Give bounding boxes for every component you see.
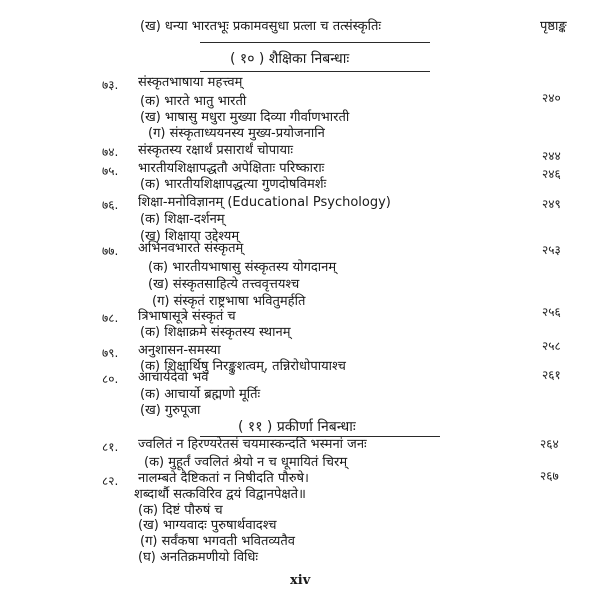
sub-entry: (ख) भाग्यवादः पुरुषार्थवादश्च — [138, 518, 277, 533]
entry-number: ८२. — [102, 474, 119, 488]
entry-title-line2: शब्दार्थौ सत्कविरिव द्वयं विद्वानपेक्षते॥ — [134, 487, 306, 502]
sub-entry: (ख) गुरुपूजा — [140, 403, 201, 418]
entry-page: २४० — [542, 91, 561, 105]
sub-entry: (क) मुहूर्तं ज्वलितं श्रेयो न च धूमायितं चिरम् — [144, 455, 348, 470]
entry-title: अनुशासन-समस्या — [138, 343, 221, 358]
entry-title: भारतीयशिक्षापद्धतौ अपेक्षिताः परिष्काराः — [138, 161, 325, 176]
page-number-column-label: पृष्ठाङ्क — [540, 19, 567, 34]
continued-line: (ख) धन्या भारतभूः प्रकामवसुधा प्रत्ला च तत्संस्कृतिः — [140, 19, 382, 34]
sub-entry: (क) भारते भातु भारती — [140, 94, 247, 109]
entry-number: ८०. — [102, 372, 119, 386]
sub-entry: (क) भारतीयभाषासु संस्कृतस्य योगदानम् — [148, 260, 337, 275]
sub-entry: (ख) शिक्षाया उद्देश्यम् — [140, 229, 240, 244]
sub-entry: (क) शिक्षाक्रमे संस्कृतस्य स्थानम् — [140, 325, 291, 340]
sub-entry: (ख) भाषासु मधुरा मुख्या दिव्या गीर्वाणभारती — [140, 110, 350, 125]
entry-number: ७३. — [102, 78, 119, 92]
entry-title: संस्कृतस्य रक्षार्थं प्रसारार्थं चोपायाः — [138, 143, 293, 158]
entry-number: ७८. — [102, 311, 119, 325]
entry-page: २६४ — [540, 437, 559, 451]
entry-page: २६१ — [542, 368, 561, 382]
entry-page: २५६ — [542, 305, 561, 319]
sub-entry: (ग) संस्कृताध्ययनस्य मुख्य-प्रयोजनानि — [148, 126, 325, 141]
entry-number: ८१. — [102, 440, 119, 454]
entry-page: २४६ — [542, 167, 561, 181]
sub-entry: (क) दिष्टं पौरुषं च — [138, 503, 223, 518]
sub-entry: (ग) संस्कृतं राष्ट्रभाषा भवितुमर्हति — [152, 294, 306, 309]
header-rule — [200, 42, 430, 43]
sub-entry: (क) आचार्यो ब्रह्मणो मूर्तिः — [140, 387, 261, 402]
entry-number: ७९. — [102, 346, 119, 360]
entry-page: २५३ — [542, 243, 561, 257]
entry-number: ७५. — [102, 164, 119, 178]
entry-title: नालम्बते दैष्टिकतां न निषीदति पौरुषे। — [138, 471, 309, 486]
sub-entry: (घ) अनतिक्रमणीयो विधिः — [138, 550, 259, 565]
entry-title: त्रिभाषासूत्रे संस्कृतं च — [138, 309, 236, 324]
section-title-10: ( १० ) शैक्षिका निबन्धाः — [230, 51, 350, 67]
entry-number: ७६. — [102, 198, 119, 212]
section-title-11: ( ११ ) प्रकीर्णा निबन्धाः — [238, 419, 356, 435]
entry-title: संस्कृतभाषाया महत्त्वम् — [138, 75, 243, 90]
sub-entry: (क) शिक्षार्थिषु निरङ्कुशत्वम्, तन्निरोधोपायाश्च — [140, 359, 346, 374]
section-title-rule — [200, 71, 430, 72]
sub-entry: (ग) सर्वंकषा भगवती भवितव्यतैव — [140, 534, 295, 549]
entry-title: ज्वलितं न हिरण्यरेतसं चयमास्कन्दति भस्मनां जनः — [138, 437, 367, 452]
entry-page: २४४ — [542, 149, 561, 163]
entry-page: २४९ — [542, 197, 561, 211]
sub-entry: (ख) संस्कृतसाहित्ये तत्त्ववृत्तयश्च — [148, 277, 300, 292]
entry-title: अभिनवभारते संस्कृतम् — [138, 241, 244, 256]
page-folio: xiv — [290, 573, 311, 588]
entry-number: ७७. — [102, 244, 119, 258]
sub-entry: (क) भारतीयशिक्षापद्धत्या गुणदोषविमर्शः — [140, 177, 327, 192]
entry-title: आचार्यदेवो भव — [138, 370, 209, 385]
entry-page: २५८ — [542, 339, 561, 353]
entry-title: शिक्षा-मनोविज्ञानम् (Educational Psychology) — [138, 195, 391, 210]
entry-number: ७४. — [102, 145, 119, 159]
sub-entry: (क) शिक्षा-दर्शनम् — [140, 212, 225, 227]
entry-page: २६७ — [540, 469, 559, 483]
